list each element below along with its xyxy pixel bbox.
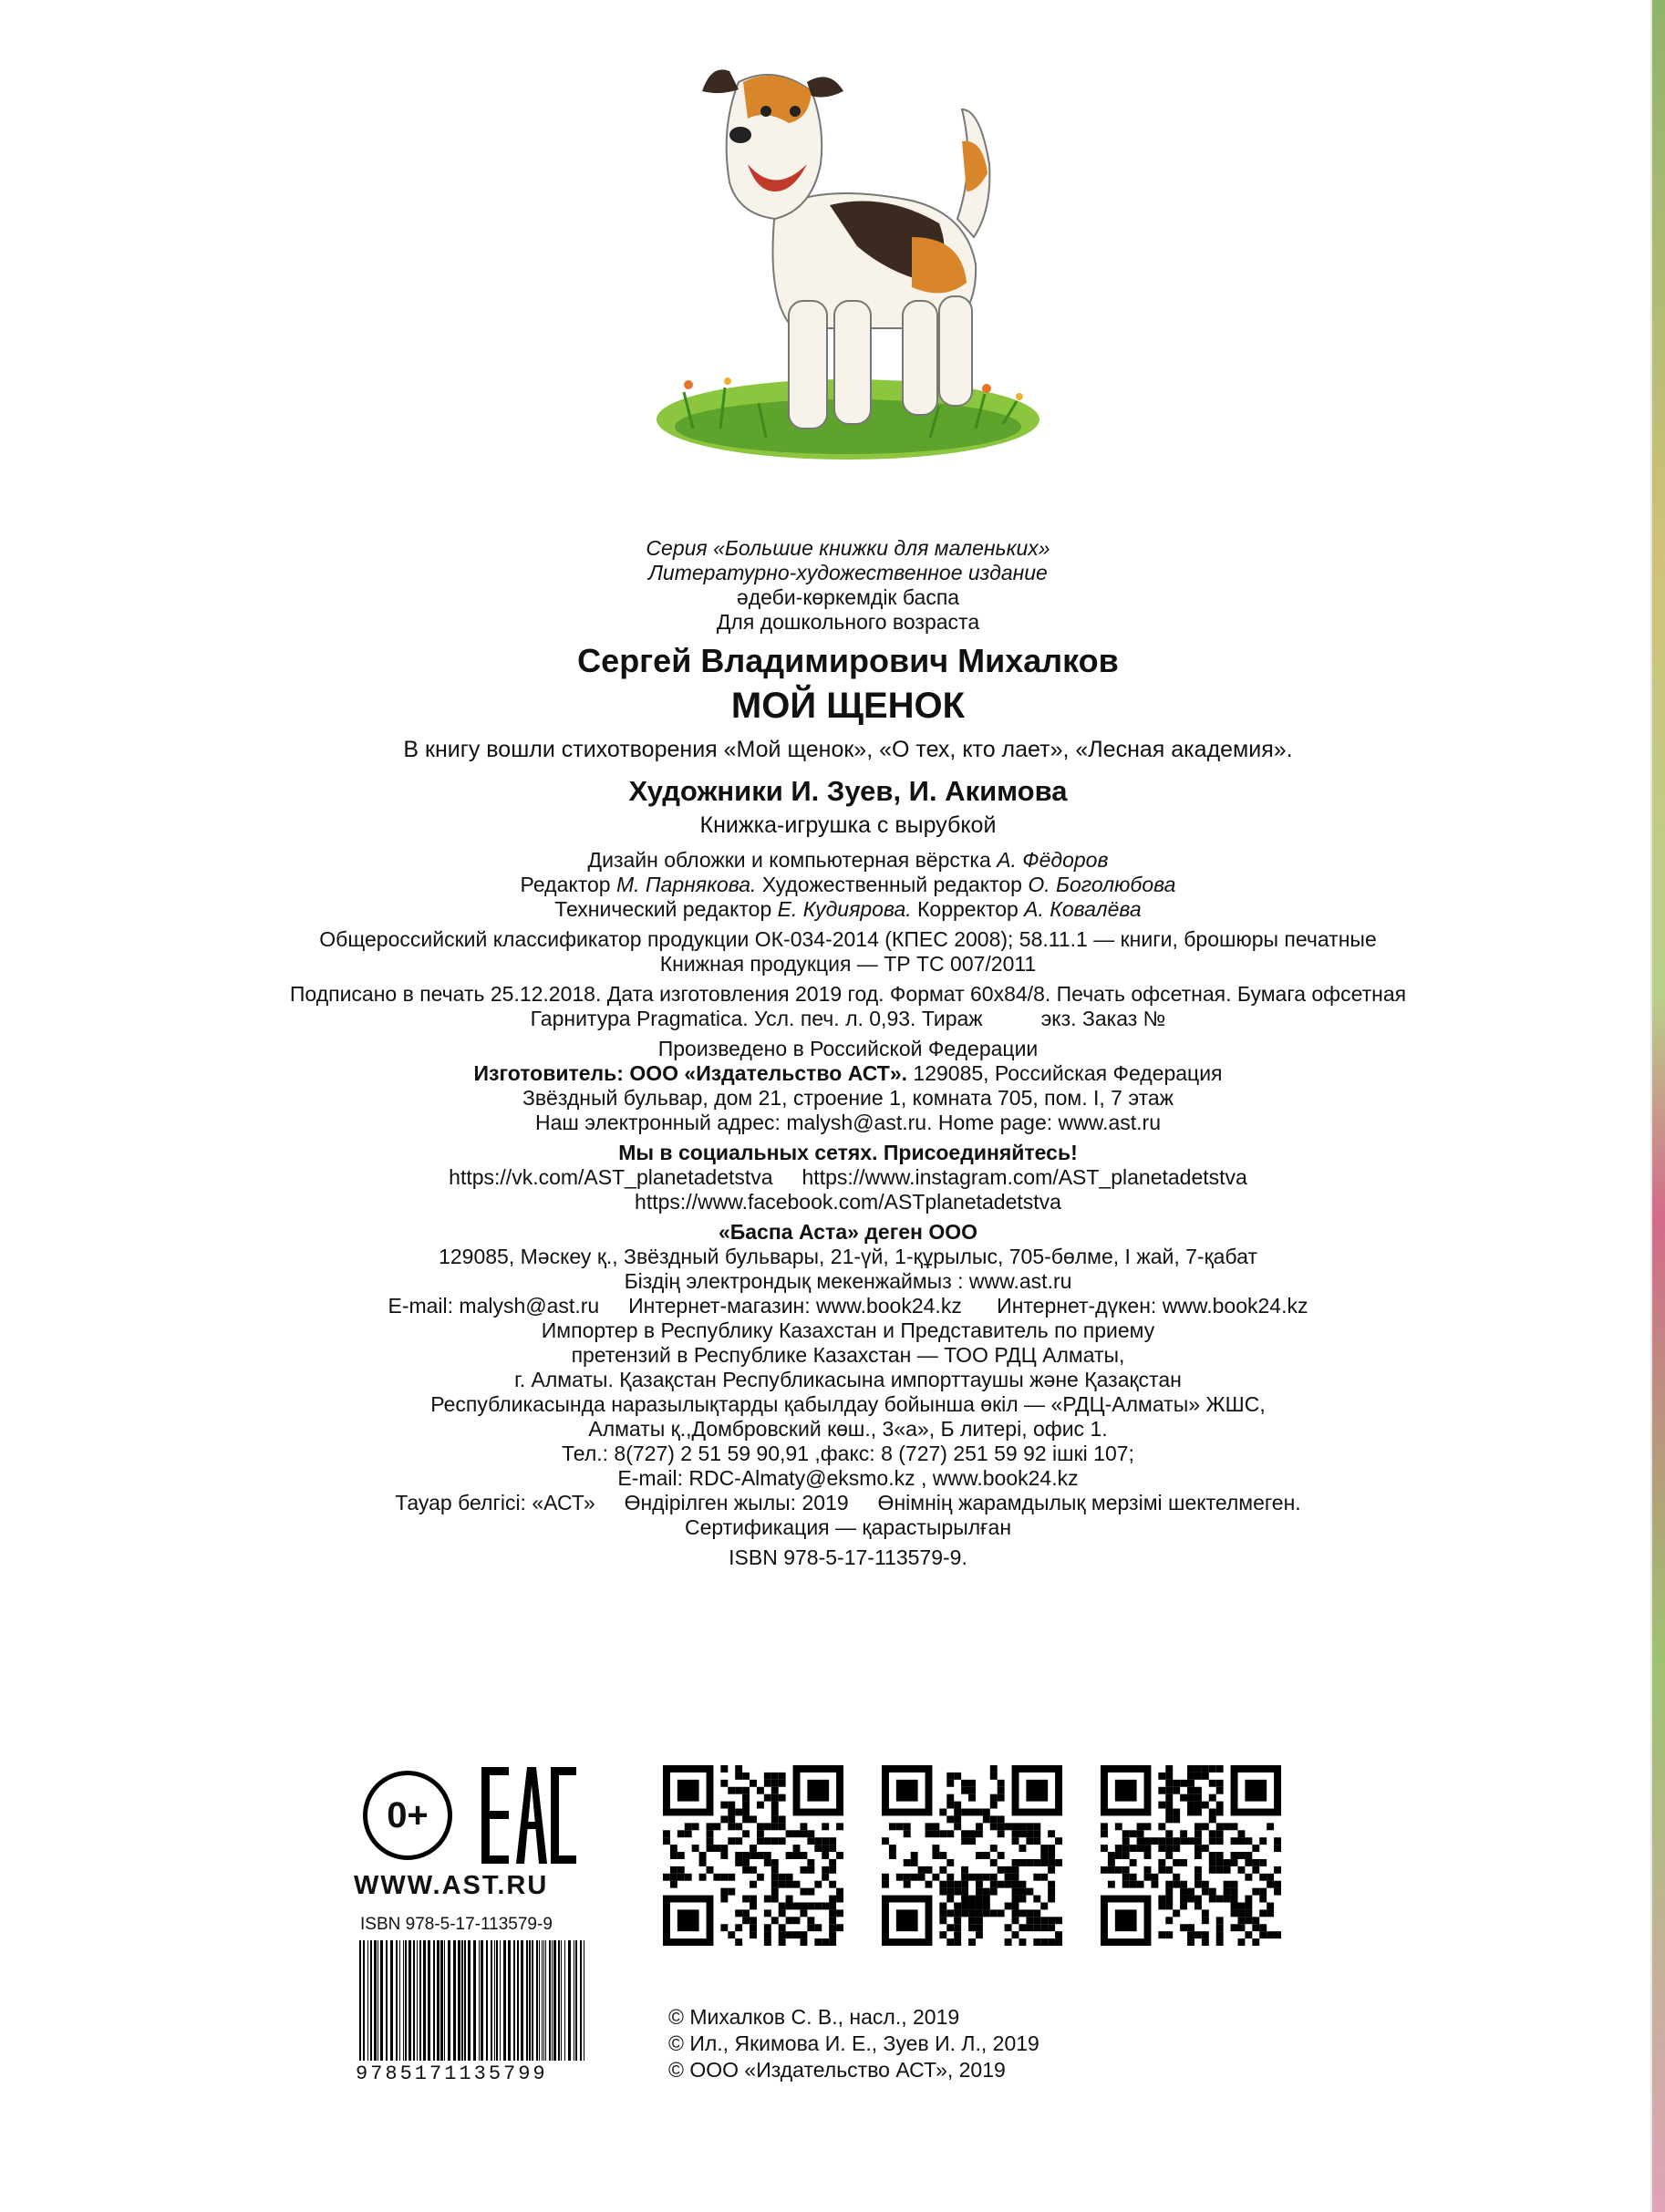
poems-line: В книгу вошли стихотворения «Мой щенок», «О тех, кто лает», «Лесная академия». <box>403 737 1293 762</box>
tech-editor-label: Технический редактор <box>554 897 772 921</box>
social-line-2[interactable]: https://www.facebook.com/ASTplanetadetstva <box>635 1190 1061 1214</box>
design-credit <box>164 848 1532 873</box>
qr-code-instagram[interactable] <box>882 1765 1062 1946</box>
classifier-line: Общероссийский классификатор продукции ОК-034-2014 (КПЕС 2008); 58.11.1 — книги, брошюры печатные <box>319 927 1377 951</box>
cert-line: Сертификация — қарастырылған <box>684 1515 1012 1539</box>
copyright-line: © Михалков С. В., насл., 2019 <box>668 2005 960 2029</box>
importer-line-2: претензий в Республике Казахстан — ТОО РДЦ Алматы, <box>571 1343 1125 1367</box>
address-line: Звёздный бульвар, дом 21, строение 1, комната 705, пом. I, 7 этаж <box>522 1086 1174 1110</box>
editor-name: М. Парнякова. <box>615 873 757 896</box>
font-line: Гарнитура Pragmatica. Усл. печ. л. 0,93. Тираж экз. Заказ № <box>530 1007 1166 1030</box>
trademark-line: Тауар белгісі: «АСТ» Өндірілген жылы: 2019 Өнімнің жарамдылық мерзімі шектелмеген. <box>395 1491 1301 1514</box>
tech-editor-name: Е. Кудиярова. <box>777 897 912 921</box>
series-line: Серия «Большие книжки для маленьких» <box>646 536 1050 560</box>
page-fold-line <box>1650 0 1652 2212</box>
barcode-isbn: ISBN 978-5-17-113579-9 <box>360 1915 553 1934</box>
importer-line-5: Алматы қ.,Домбровский көш., 3«а», Б литері, офис 1. <box>588 1417 1108 1441</box>
genre-line: Литературно-художественное издание <box>648 561 1048 584</box>
importer-email: E-mail: RDC-Almaty@eksmo.kz , www.book24.kz <box>617 1466 1079 1490</box>
importer-line-1: Импортер в Республику Казахстан и Представитель по приему <box>541 1318 1155 1342</box>
design-name: А. Фёдоров <box>997 848 1109 872</box>
book-title: МОЙ ЩЕНОК <box>730 686 966 726</box>
qr-code-vk[interactable] <box>663 1765 843 1946</box>
copyright-line: © ООО «Издательство АСТ», 2019 <box>668 2058 1006 2082</box>
barcode-digits: 9785171135799 <box>356 2062 548 2085</box>
social-title: Мы в социальных сетях. Присоединяйтесь! <box>618 1141 1078 1164</box>
maker-line <box>164 1061 1532 1086</box>
social-line-1[interactable]: https://vk.com/AST_planetadetstva https://www.instagram.com/AST_planetadetstva <box>449 1165 1247 1189</box>
email-line: Наш электронный адрес: malysh@ast.ru. Home page: www.ast.ru <box>534 1111 1162 1134</box>
site-url[interactable]: WWW.AST.RU <box>354 1871 549 1900</box>
terrier-illustration <box>638 55 1058 492</box>
kz-address: 129085, Мәскеу қ., Звёздный бульвары, 21-үй, 1-құрылыс, 705-бөлме, I жай, 7-қабат <box>439 1245 1257 1268</box>
copyright-block <box>668 2004 1039 2083</box>
design-label: Дизайн обложки и компьютерная вёрстка <box>587 848 991 872</box>
corrector-label: Корректор <box>917 897 1019 921</box>
author-name: Сергей Владимирович Михалков <box>577 642 1119 679</box>
eac-mark-icon <box>481 1767 576 1864</box>
copyright-line: © Ил., Якимова И. Е., Зуев И. Л., 2019 <box>668 2031 1039 2055</box>
cover-edge <box>1652 0 1665 2212</box>
editor-credit <box>164 873 1532 897</box>
kz-shops: E-mail: malysh@ast.ru Интернет-магазин: www.book24.kz Интернет-дүкен: www.book24.kz <box>388 1294 1308 1318</box>
art-editor-name: О. Боголюбова <box>1028 873 1176 896</box>
importer-line-4: Республикасында наразылықтарды қабылдау бойынша өкіл — «РДЦ-Алматы» ЖШС, <box>430 1392 1266 1416</box>
tech-editor-credit <box>164 897 1532 922</box>
isbn-line: ISBN 978-5-17-113579-9. <box>729 1545 967 1569</box>
age-rating-badge: 0+ <box>363 1771 452 1860</box>
produced-line: Произведено в Российской Федерации <box>657 1037 1039 1060</box>
kz-company: «Баспа Аста» деген ООО <box>718 1220 978 1244</box>
editor-label: Редактор <box>520 873 611 896</box>
genre-kz-line: әдеби-көркемдік баспа <box>736 585 960 609</box>
toy-line: Книжка-игрушка с вырубкой <box>699 812 997 838</box>
kz-email: Біздің электрондық мекенжаймыз : www.ast.ru <box>624 1269 1072 1293</box>
maker-rest: 129085, Российская Федерация <box>907 1061 1223 1085</box>
product-line: Книжная продукция — ТР ТС 007/2011 <box>659 952 1037 976</box>
signed-line: Подписано в печать 25.12.2018. Дата изготовления 2019 год. Формат 60x84/8. Печать офсетная. Бумага офсетная <box>289 982 1407 1006</box>
maker-bold: Изготовитель: ООО «Издательство АСТ». <box>473 1061 908 1085</box>
art-editor-label: Художественный редактор <box>761 873 1022 896</box>
isbn-barcode <box>357 1940 589 2070</box>
corrector-name: А. Ковалёва <box>1024 897 1142 921</box>
importer-line-3: г. Алматы. Қазақстан Республикасына импорттаушы және Қазақстан <box>514 1368 1182 1391</box>
phone-line: Тел.: 8(727) 2 51 59 90,91 ,факс: 8 (727) 251 59 92 ішкі 107; <box>562 1442 1134 1465</box>
qr-code-facebook[interactable] <box>1101 1765 1281 1946</box>
age-line: Для дошкольного возраста <box>716 610 980 634</box>
artists-line: Художники И. Зуев, И. Акимова <box>628 775 1068 807</box>
imprint-block <box>164 536 1532 1570</box>
